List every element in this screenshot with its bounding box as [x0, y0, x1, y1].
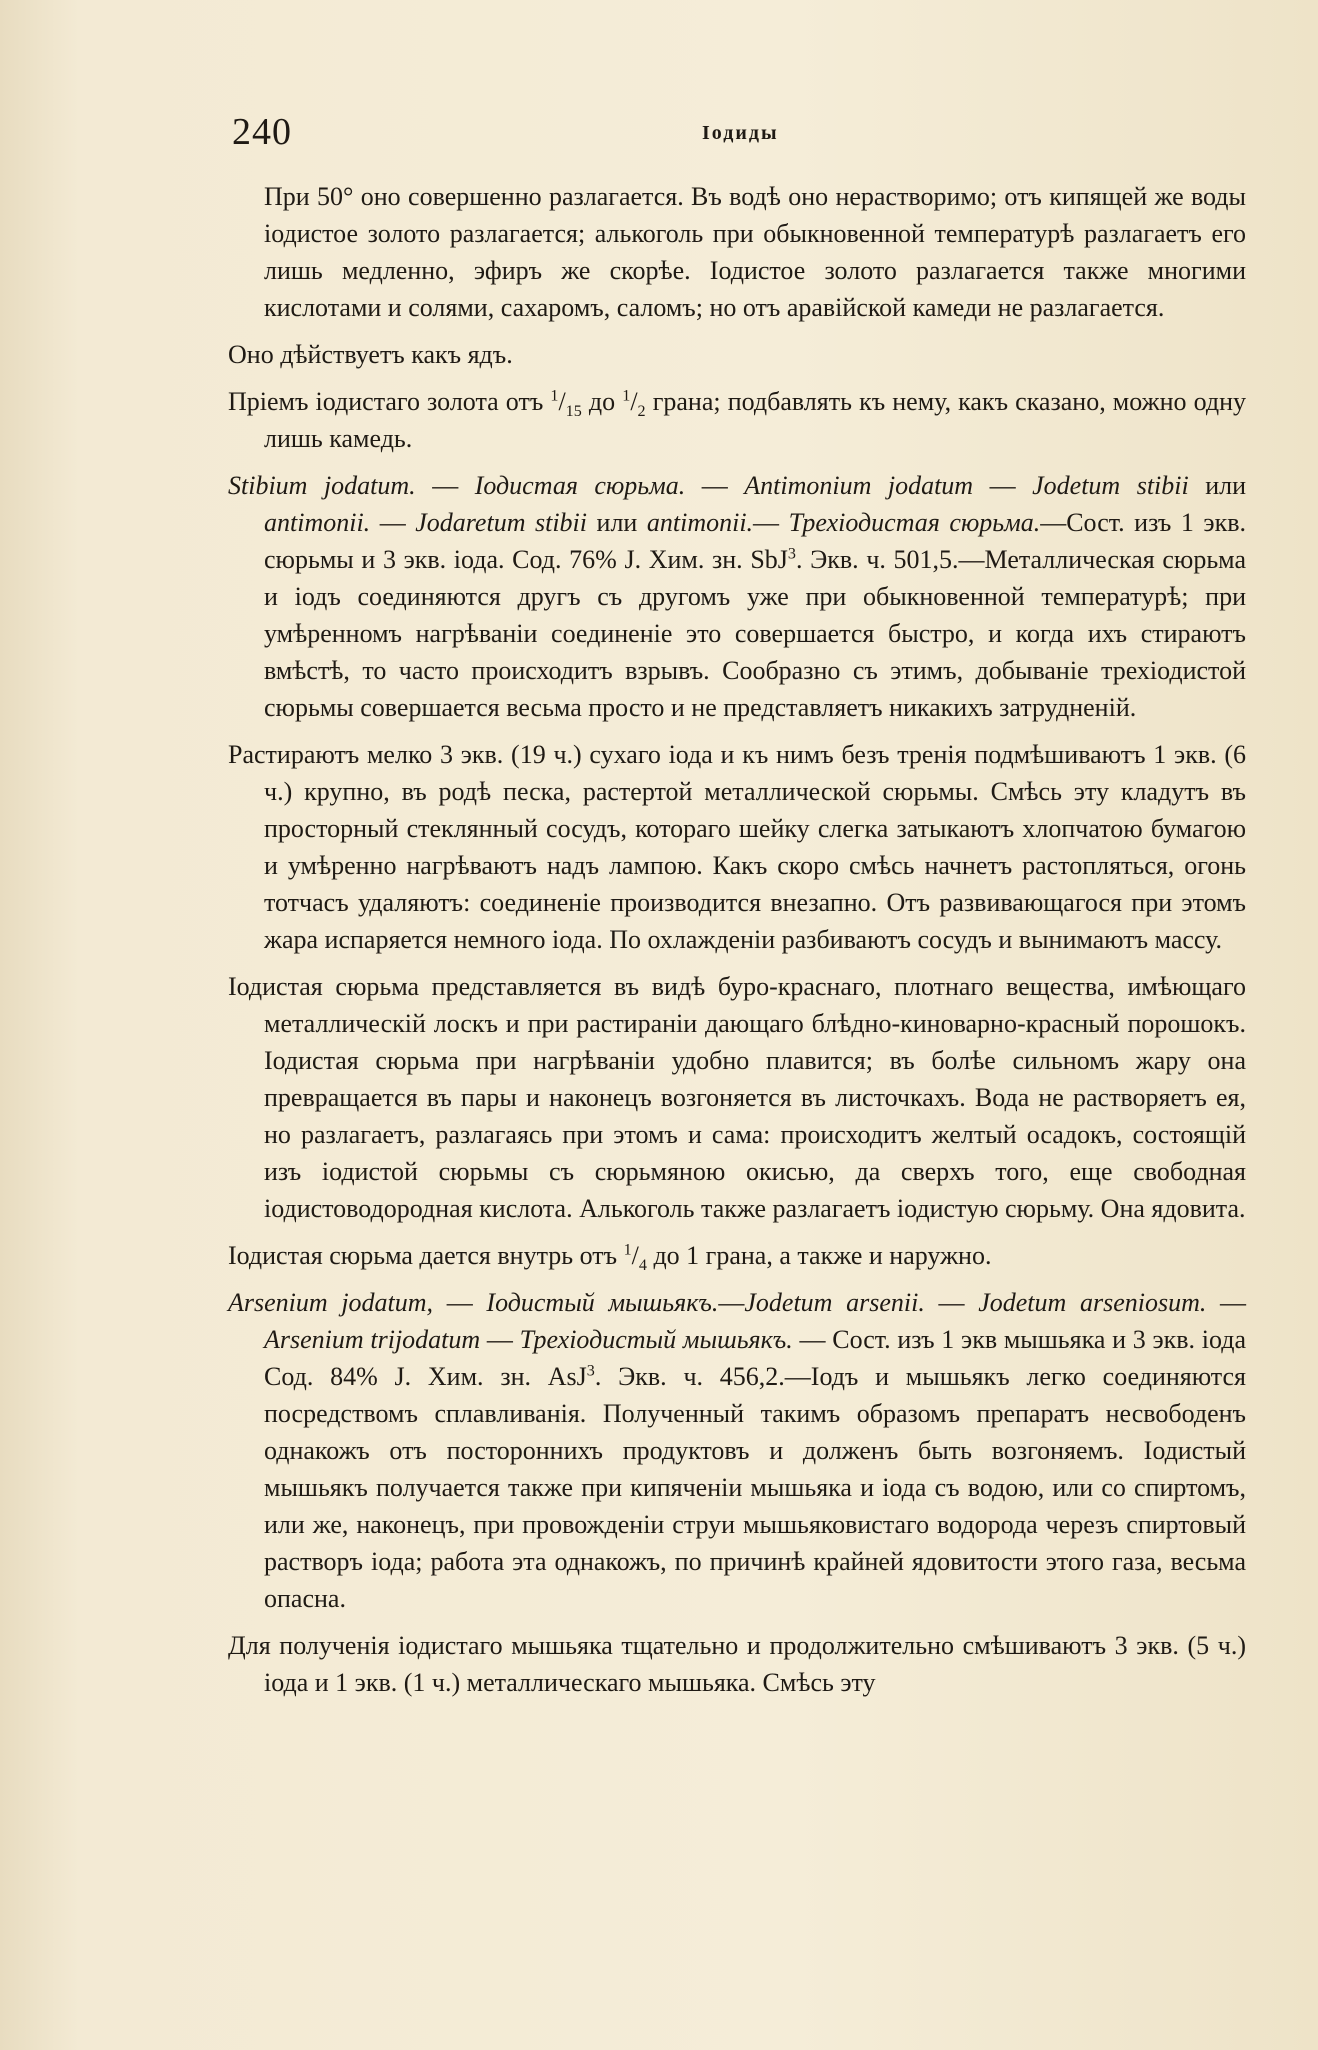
- latin-name: Arsenium jodatum,: [228, 1288, 434, 1317]
- fraction-denominator: 15: [565, 403, 582, 421]
- text-run: —Сост. изъ 1 экв. сюрьмы и 3 экв. іода. Сод. 76: [264, 508, 1246, 574]
- paragraph: Для полученія іодистаго мышьяка тщательно и продолжительно смѣшиваютъ 3 экв. (5 ч.) іода и 1 экв. (1 ч.) металлическаго мышьяка. Смѣсь эту: [228, 1631, 1246, 1697]
- russian-name: Іодистая сюрьма.: [474, 471, 686, 500]
- percent-sign: %: [595, 545, 617, 574]
- dash: —: [1206, 1288, 1247, 1317]
- fraction-denominator: 4: [638, 1257, 647, 1275]
- fraction-numerator: 1: [550, 387, 559, 405]
- fraction-numerator: 1: [622, 387, 631, 405]
- fraction-numerator: 1: [623, 1241, 632, 1259]
- latin-name: antimonii.: [264, 508, 371, 537]
- latin-name: Jodetum arsenii.: [744, 1288, 925, 1317]
- latin-name: Jodaretum stibii: [415, 508, 588, 537]
- page-number: 240: [232, 111, 292, 153]
- text-run: . Экв. ч. 501,5.—Металлическая сюрьма и іодъ соединяются другъ съ другомъ уже при обыкновенной температурѣ; при умѣренномъ нагрѣваніи соединеніе это совершается быстро, и когда ихъ стираютъ вмѣстѣ, то часто происходитъ взрывъ. Сообразно съ этимъ, добываніе трехіодистой сюрьмы совершается весьма просто и не представляетъ никакихъ затрудненій.: [264, 545, 1246, 722]
- russian-name: Іодистый мышьякъ.: [486, 1288, 719, 1317]
- text-run: J. Хим. зн. AsJ: [377, 1362, 587, 1391]
- paragraph-dosage-gold: Пріемъ іодистаго золота отъ $^1/_{15}$ до $^1/_2$ грана; подбавлять къ нему, какъ сказано, можно одну лишь камедь.: [228, 387, 1246, 453]
- russian-name: Трехіодистый мышьякъ.: [519, 1325, 793, 1354]
- text-run: Пріемъ іодистаго золота отъ: [228, 387, 551, 416]
- dash: —: [480, 1325, 520, 1354]
- latin-name: Jodetum arseniosum.: [978, 1288, 1207, 1317]
- fraction-denominator: 2: [637, 403, 646, 421]
- text-run: . Экв. ч. 456,2.—Іодъ и мышьякъ легко соединяются посредствомъ сплавливанія. Полученный такимъ образомъ препаратъ несвободенъ однакожъ отъ постороннихъ продуктовъ и долженъ быть возгоняемъ. Іодистый мышьякъ получается также при кипяченіи мышьяка и іода съ водою, или со спиртомъ, или же, наконецъ, при провожденіи струи мышьяковистаго водорода черезъ спиртовый растворъ іода; работа эта однакожъ, по причинѣ крайней ядовитости этого газа, весьма опасна.: [264, 1362, 1246, 1613]
- paragraph-continuation: При 50° оно совершенно разлагается. Въ водѣ оно нерастворимо; отъ кипящей же воды іодистое золото разлагается; алькоголь при обыкновенной температурѣ разлагаетъ его лишь медленно, эфиръ же скорѣе. Іодистое золото разлагается также многими кислотами и солями, сахаромъ, саломъ; но отъ аравійской камеди не разлагается.: [264, 182, 1246, 322]
- conjunction: или: [587, 508, 647, 537]
- paragraph-arsenic-entry: [228, 1284, 1246, 1617]
- text-run: Іодистая сюрьма дается внутрь отъ: [228, 1241, 624, 1270]
- text-run: до: [581, 387, 623, 416]
- latin-name: antimonii.: [646, 508, 754, 537]
- dash: —: [718, 1288, 745, 1317]
- dash: —: [924, 1288, 979, 1317]
- body-text: [228, 182, 1247, 1711]
- latin-name: Jodetum stibii: [1032, 471, 1189, 500]
- percent-sign: %: [356, 1362, 378, 1391]
- dash: —: [973, 471, 1033, 500]
- text-run: грана; подбавлять къ нему, какъ сказано, можно одну лишь камедь.: [264, 387, 1246, 453]
- latin-name: Stibium jodatum.: [228, 471, 416, 500]
- page-header: [232, 110, 1242, 160]
- dash: —: [685, 471, 745, 500]
- russian-name: Трехіодистая сюрьма.: [788, 508, 1041, 537]
- paragraph: Оно дѣйствуетъ какъ ядъ.: [228, 340, 513, 369]
- formula-superscript: 3: [787, 545, 796, 563]
- text-run: до 1 грана, а также и наружно.: [646, 1241, 992, 1270]
- latin-name: Antimonium jodatum: [744, 471, 974, 500]
- dash: —: [433, 1288, 487, 1317]
- paragraph: Іодистая сюрьма представляется въ видѣ буро-краснаго, плотнаго вещества, имѣющаго металлическій лоскъ и при растираніи дающаго блѣдно-киноварно-красный порошокъ. Іодистая сюрьма при нагрѣваніи удобно плавится; въ болѣе сильномъ жару она превращается въ пары и наконецъ возгоняется въ листочкахъ. Вода не растворяетъ ея, но разлагаетъ, разлагаясь при этомъ и сама: происходитъ желтый осадокъ, состоящій изъ іодистой сюрьмы съ сюрьмяною окисью, да сверхъ того, еще свободная іодистоводородная кислота. Алькоголь также разлагаетъ іодистую сюрьму. Она ядовита.: [228, 972, 1246, 1223]
- paragraph-dosage-antimony: Іодистая сюрьма дается внутрь отъ $^1/_4$ до 1 грана, а также и наружно.: [228, 1241, 992, 1275]
- dash: —: [753, 508, 789, 537]
- paragraph-antimony-entry: [228, 467, 1246, 726]
- formula-superscript: 3: [586, 1362, 595, 1380]
- latin-name: Arsenium trijodatum: [264, 1325, 481, 1354]
- conjunction: или: [1188, 471, 1247, 500]
- text-run: — Сост. изъ 1 экв мышьяка и 3 экв. іода Сод. 84: [264, 1325, 1246, 1391]
- dash: —: [415, 471, 475, 500]
- running-title: Іодиды: [702, 122, 779, 144]
- dash: —: [370, 508, 416, 537]
- text-run: J. Хим. зн. SbJ: [616, 545, 788, 574]
- paragraph: Растираютъ мелко 3 экв. (19 ч.) сухаго іода и къ нимъ безъ тренія подмѣшиваютъ 1 экв. (6 ч.) крупно, въ родѣ песка, растертой металлической сюрьмы. Смѣсь эту кладутъ въ просторный стеклянный сосудъ, котораго шейку слегка затыкаютъ хлопчатою бумагою и умѣренно нагрѣваютъ надъ лампою. Какъ скоро смѣсь начнетъ растопляться, огонь тотчасъ удаляютъ: соединеніе производится внезапно. Отъ развивающагося при этомъ жара испаряется немного іода. По охлажденіи разбиваютъ сосудъ и вынимаютъ массу.: [228, 740, 1246, 954]
